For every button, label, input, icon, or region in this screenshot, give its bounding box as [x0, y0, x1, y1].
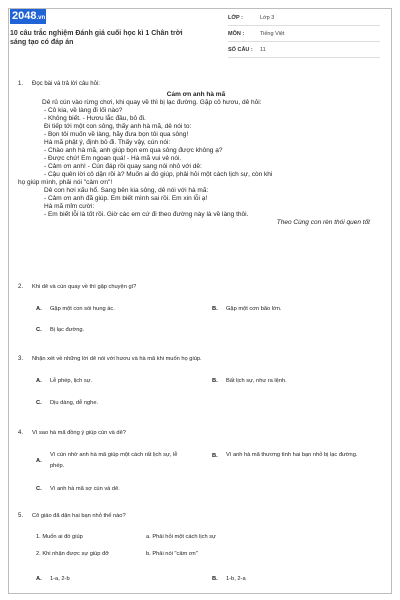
- passage-line: - Em biết lỗi là tốt rồi. Giờ các em cứ đi theo đường này là về làng thôi.: [44, 211, 249, 218]
- passage-line: - Được chứ! Em ngoan quá! - Hà mã vui vẻ nói.: [44, 155, 182, 162]
- option-a[interactable]: A. Gặp một con sói hung ác.: [36, 306, 115, 312]
- passage-line: - Không biết. - Hươu lắc đầu, bỏ đi.: [44, 115, 146, 122]
- passage-line: Hà mã phật ý, định bỏ đi. Thấy vậy, cún nói:: [44, 139, 171, 146]
- passage-line: - Cô kia, về làng đi lối nào?: [44, 107, 123, 114]
- meta-table: [228, 10, 380, 58]
- meta-row-class: LỚP : Lớp 3: [228, 10, 380, 26]
- option-b[interactable]: B. 1-b, 2-a: [212, 576, 246, 582]
- match-left-1: 1. Muốn ai đó giúp: [36, 534, 83, 540]
- match-left-2: 2. Khi nhận được sự giúp đỡ: [36, 551, 109, 557]
- passage-line: - Cảm ơn anh! - Cún đáp rồi quay sang nói nhỏ với dê:: [44, 163, 202, 170]
- passage-line: họ giúp mình, phải nói "cảm ơn"!: [18, 179, 113, 186]
- option-a[interactable]: A. Vì cún nhờ anh hà mã giúp một cách rất lịch sự, lễ phép.: [36, 452, 178, 469]
- option-b[interactable]: B. Gặp một cơn bão lớn.: [212, 306, 282, 312]
- page-header: [8, 8, 380, 62]
- passage-line: - Bọn tôi muốn về làng, hãy đưa bọn tôi qua sông!: [44, 131, 189, 138]
- option-b[interactable]: B. Bất lịch sự, như ra lệnh.: [212, 378, 287, 384]
- passage-line: Đi tiếp tới một con sông, thấy anh hà mã, dê nói to:: [44, 123, 192, 130]
- passage-line: Dê rủ cún vào rừng chơi, khi quay về thì bị lạc đường. Gặp cô hươu, dê hỏi:: [42, 99, 262, 106]
- option-c[interactable]: C. Bị lạc đường.: [36, 327, 85, 333]
- passage-line: - Cảm ơn anh đã giúp. Em biết mình sai rồi. Em xin lỗi ạ!: [44, 195, 208, 202]
- question-2: 2. Khi dê và cún quay về thì gặp chuyện gì? A. Gặp một con sói hung ác. B. Gặp một cơn bão lớn. C. Bị lạc đường.: [18, 284, 282, 333]
- question-1: 1. Đọc bài và trả lời câu hỏi:: [18, 81, 100, 87]
- question-3: 3. Nhận xét về những lời dê nói với hươu và hà mã khi muốn họ giúp. A. Lễ phép, lịch sự. B. Bất lịch sự, như ra lệnh. C. Dịu dàng, dễ nghe.: [18, 356, 287, 406]
- question-5: 5. Cô giáo đã dặn hai bạn nhỏ thế nào? 1. Muốn ai đó giúp a. Phải hỏi một cách lịch sự 2. Khi nhận được sự giúp đỡ b. Phải nói "cảm ơn" A. 1-a, 2-b B. 1-b, 2-a: [18, 513, 246, 582]
- match-right-b: b. Phải nói "cảm ơn": [146, 551, 198, 557]
- option-a[interactable]: A. 1-a, 2-b: [36, 576, 70, 582]
- question-4: 4. Vì sao hà mã đồng ý giúp cún và dê? A. Vì cún nhờ anh hà mã giúp một cách rất lịch sự, lễ phép. B. Vì anh hà mã thương tình hai bạn nhỏ bị lạc đường. C. Vì anh hà mã sợ cún và dê.: [18, 429, 368, 437]
- option-c[interactable]: C. Dịu dàng, dễ nghe.: [36, 400, 99, 406]
- passage-line: - Cậu quên lời cô dặn rồi à? Muốn ai đó giúp, phải hỏi một cách lịch sự, còn khi: [44, 171, 273, 178]
- option-c[interactable]: C. Vì anh hà mã sợ cún và dê.: [36, 486, 120, 492]
- passage-line: Hà mã mỉm cười:: [44, 203, 95, 210]
- meta-row-count: SỐ CÂU : 11: [228, 42, 380, 58]
- passage-source: Theo Cùng con rèn thói quen tốt: [276, 219, 370, 226]
- meta-row-subject: MÔN : Tiếng Việt: [228, 26, 380, 42]
- page-title: 10 câu trắc nghiệm Đánh giá cuối học kì 1 Chân trời sáng tạo có đáp án: [10, 30, 183, 46]
- passage-line: - Chào anh hà mã, anh giúp bọn em qua sông được không ạ?: [44, 147, 223, 154]
- option-b[interactable]: B. Vì anh hà mã thương tình hai bạn nhỏ bị lạc đường.: [212, 452, 358, 459]
- option-a[interactable]: A. Lễ phép, lịch sự.: [36, 378, 93, 384]
- site-logo[interactable]: 2048.vn: [12, 10, 46, 22]
- passage-line: Dê con hơi xấu hổ. Sang bên kia sông, dê nói với hà mã:: [44, 187, 209, 194]
- match-right-a: a. Phải hỏi một cách lịch sự: [146, 534, 216, 540]
- reading-passage: [18, 91, 374, 227]
- passage-title: Cảm ơn anh hà mã: [166, 91, 226, 98]
